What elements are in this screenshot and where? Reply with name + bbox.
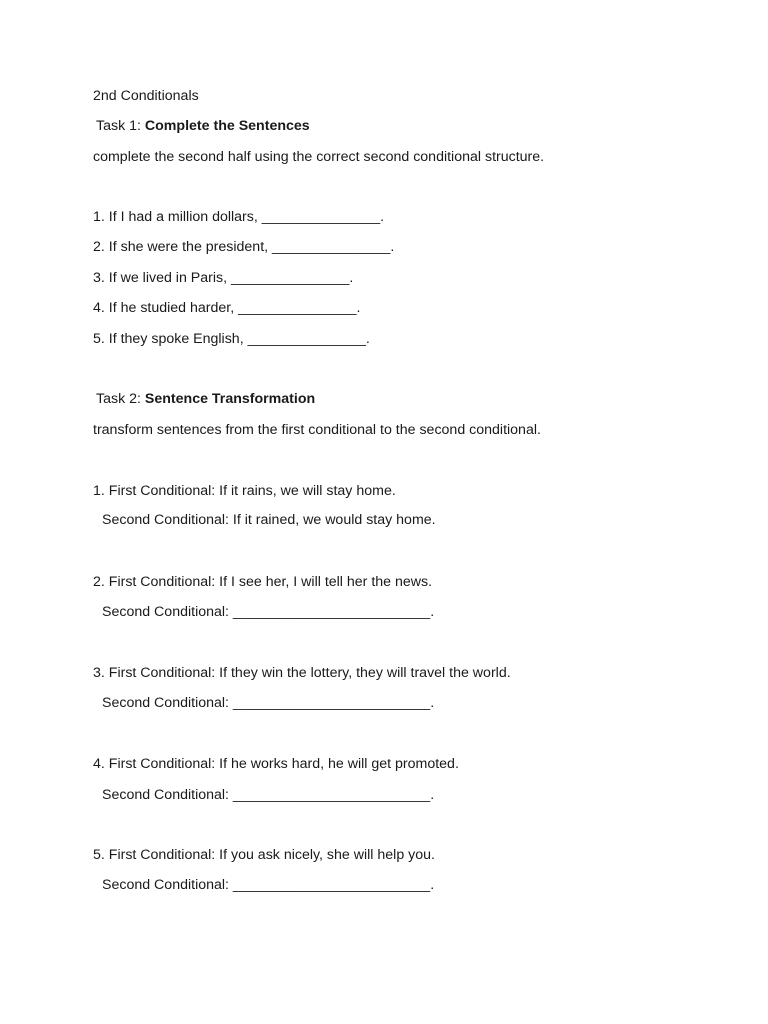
- document-title: 2nd Conditionals: [93, 88, 199, 104]
- task2-second-conditional: Second Conditional: _________________________.: [102, 787, 435, 803]
- task1-title: Complete the Sentences: [144, 118, 310, 134]
- task2-instruction: transform sentences from the first conditional to the second conditional.: [93, 422, 541, 438]
- task2-second-conditional: Second Conditional: _________________________.: [102, 695, 435, 711]
- task2-first-conditional: 5. First Conditional: If you ask nicely, she will help you.: [93, 847, 435, 863]
- task1-instruction: complete the second half using the correct second conditional structure.: [93, 149, 545, 165]
- task2-prefix: Task 2:: [96, 391, 145, 407]
- task1-item: 2. If she were the president, _______________.: [93, 239, 395, 255]
- task2-second-conditional: Second Conditional: If it rained, we would stay home.: [102, 512, 436, 528]
- task1-prefix: Task 1:: [96, 118, 145, 134]
- task2-first-conditional: 1. First Conditional: If it rains, we will stay home.: [93, 483, 396, 499]
- task2-heading: [96, 390, 315, 408]
- task2-first-conditional: 4. First Conditional: If he works hard, he will get promoted.: [93, 756, 459, 772]
- task2-second-conditional: Second Conditional: _________________________.: [102, 877, 435, 893]
- task2-first-conditional: 2. First Conditional: If I see her, I will tell her the news.: [93, 574, 433, 590]
- task1-item: 5. If they spoke English, _______________.: [93, 331, 370, 347]
- task1-item: 4. If he studied harder, _______________.: [93, 300, 361, 316]
- task2-first-conditional: 3. First Conditional: If they win the lottery, they will travel the world.: [93, 665, 511, 681]
- task2-title: Sentence Transformation: [144, 391, 316, 407]
- task1-item: 3. If we lived in Paris, _______________.: [93, 270, 354, 286]
- task1-item: 1. If I had a million dollars, _______________.: [93, 209, 385, 225]
- task1-heading: [96, 117, 310, 135]
- task2-second-conditional: Second Conditional: _________________________.: [102, 604, 435, 620]
